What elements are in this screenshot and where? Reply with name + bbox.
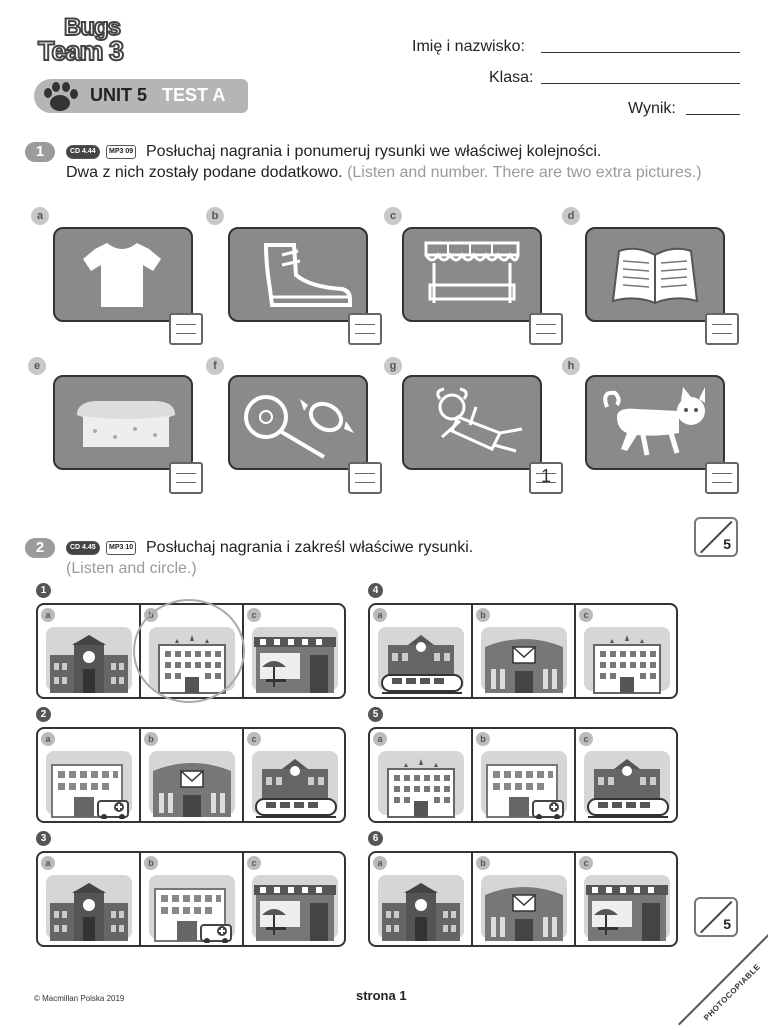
answer-box-a[interactable]	[169, 313, 203, 345]
score-input-line[interactable]	[686, 114, 740, 115]
option-letter: c	[247, 856, 261, 870]
picture-letter-g: g	[384, 357, 402, 375]
unit-label: UNIT 5	[90, 85, 148, 105]
picture-letter-c: c	[384, 207, 402, 225]
name-field	[412, 38, 525, 56]
cafe-icon	[252, 881, 338, 943]
option-letter: c	[579, 732, 593, 746]
exercise1-instruction-2	[66, 163, 736, 183]
mp3-track-badge-2: MP3 10	[106, 541, 136, 555]
option-a[interactable]	[38, 605, 140, 697]
option-b[interactable]	[473, 729, 575, 821]
option-letter: a	[41, 856, 55, 870]
exercise2-instruction: Posłuchaj nagrania i zakreśl właściwe rysunki.	[146, 539, 474, 556]
option-letter: a	[41, 608, 55, 622]
exercise2-item-number: 4	[368, 583, 383, 598]
market-stall-icon	[404, 229, 540, 320]
answer-box-e[interactable]	[169, 462, 203, 494]
answer-box-f[interactable]	[348, 462, 382, 494]
picture-letter-a: a	[31, 207, 49, 225]
exercise2-item-number: 6	[368, 831, 383, 846]
picture-g	[402, 375, 542, 470]
bread-icon	[55, 377, 191, 468]
name-input-line[interactable]	[541, 52, 740, 53]
option-b[interactable]	[473, 605, 575, 697]
picture-f	[228, 375, 368, 470]
page-number: strona 1	[356, 988, 407, 1003]
option-c[interactable]	[244, 729, 346, 821]
option-a[interactable]	[38, 729, 140, 821]
option-letter: c	[247, 732, 261, 746]
exercise2-item-card	[36, 851, 346, 947]
hospital-icon	[149, 881, 235, 943]
picture-b	[228, 227, 368, 322]
option-letter: b	[144, 856, 158, 870]
option-a[interactable]	[370, 605, 472, 697]
logo-line2: Team 3	[38, 36, 124, 66]
score-label: Wynik:	[628, 100, 676, 117]
cat-icon	[587, 377, 723, 468]
answer-box-c[interactable]	[529, 313, 563, 345]
cafe-icon	[252, 633, 338, 695]
shoe-icon	[230, 229, 366, 320]
exercise1-instruction-line1: Posłuchaj nagrania i ponumeruj rysunki we właściwej kolejności.	[146, 143, 602, 160]
photocopiable-label: PHOTOCOPIABLE	[702, 962, 763, 1023]
train-station-icon	[584, 757, 670, 819]
train-station-icon	[378, 633, 464, 695]
picture-letter-h: h	[562, 357, 580, 375]
exercise2-score-value: 5	[723, 916, 731, 932]
book-icon	[587, 229, 723, 320]
class-input-line[interactable]	[541, 83, 740, 84]
exercise2-item-card	[368, 851, 678, 947]
school-icon	[46, 881, 132, 943]
option-c[interactable]	[244, 853, 346, 945]
option-a[interactable]	[370, 729, 472, 821]
option-c[interactable]	[576, 853, 678, 945]
option-a[interactable]	[38, 853, 140, 945]
option-letter: c	[579, 856, 593, 870]
picture-c	[402, 227, 542, 322]
cd-track-badge: CD 4.44	[66, 145, 100, 159]
exercise1-instruction-line2: Dwa z nich zostały podane dodatkowo.	[66, 164, 343, 181]
school-icon	[46, 633, 132, 695]
exercise2-item-card	[368, 603, 678, 699]
hotel-icon	[584, 633, 670, 695]
exercise2-number: 2	[25, 538, 55, 558]
post-office-icon	[481, 633, 567, 695]
exercise2-item-card	[36, 603, 346, 699]
exercise1-number: 1	[25, 142, 55, 162]
answer-value-g: 1	[540, 466, 551, 486]
picture-letter-e: e	[28, 357, 46, 375]
train-station-icon	[252, 757, 338, 819]
option-letter: a	[373, 856, 387, 870]
answer-circle	[133, 599, 245, 703]
t-shirt-icon	[55, 229, 191, 320]
class-label: Klasa:	[489, 69, 534, 86]
option-letter: c	[579, 608, 593, 622]
exercise1-instruction	[146, 142, 736, 162]
hotel-icon	[378, 757, 464, 819]
option-letter: a	[373, 608, 387, 622]
class-field	[489, 69, 533, 87]
cd-track-badge-2: CD 4.45	[66, 541, 100, 555]
picture-a	[53, 227, 193, 322]
exercise1-instruction-en: (Listen and number. There are two extra pictures.)	[347, 164, 702, 181]
exercise2-score-box[interactable]	[694, 897, 738, 937]
answer-box-g[interactable]	[529, 462, 563, 494]
girl-doll-icon	[404, 377, 540, 468]
picture-letter-d: d	[562, 207, 580, 225]
logo-line1: Bugs	[64, 14, 120, 41]
option-letter: b	[476, 608, 490, 622]
hospital-icon	[481, 757, 567, 819]
option-c[interactable]	[244, 605, 346, 697]
exercise2-item-number: 5	[368, 707, 383, 722]
copyright: © Macmillan Polska 2019	[34, 994, 125, 1003]
option-letter: c	[247, 608, 261, 622]
option-c[interactable]	[576, 605, 678, 697]
option-a[interactable]	[370, 853, 472, 945]
picture-h	[585, 375, 725, 470]
picture-d	[585, 227, 725, 322]
name-label: Imię i nazwisko:	[412, 38, 525, 55]
picture-letter-f: f	[206, 357, 224, 375]
school-icon	[378, 881, 464, 943]
option-letter: a	[373, 732, 387, 746]
post-office-icon	[149, 757, 235, 819]
option-b[interactable]	[141, 853, 243, 945]
option-letter: b	[476, 856, 490, 870]
option-c[interactable]	[576, 729, 678, 821]
bugs-team-logo	[36, 14, 156, 70]
option-letter: b	[144, 608, 158, 622]
exercise2-item-card	[36, 727, 346, 823]
score-field	[628, 100, 676, 118]
answer-box-b[interactable]	[348, 313, 382, 345]
answer-box-d[interactable]	[705, 313, 739, 345]
option-b[interactable]	[473, 853, 575, 945]
exercise2-item-number: 3	[36, 831, 51, 846]
option-letter: b	[144, 732, 158, 746]
option-letter: a	[41, 732, 55, 746]
picture-letter-b: b	[206, 207, 224, 225]
test-label: TEST A	[162, 85, 226, 105]
exercise1-score-value: 5	[723, 536, 731, 552]
answer-box-h[interactable]	[705, 462, 739, 494]
option-letter: b	[476, 732, 490, 746]
mp3-track-badge: MP3 09	[106, 145, 136, 159]
cafe-icon	[584, 881, 670, 943]
exercise2-item-number: 1	[36, 583, 51, 598]
post-office-icon	[481, 881, 567, 943]
exercise2-item-number: 2	[36, 707, 51, 722]
hospital-icon	[46, 757, 132, 819]
exercise2-instruction-en: (Listen and circle.)	[66, 560, 197, 577]
exercise2-item-card	[368, 727, 678, 823]
picture-e	[53, 375, 193, 470]
sweets-icon	[230, 377, 366, 468]
unit-badge	[34, 79, 248, 113]
paw-icon	[38, 81, 86, 113]
option-b[interactable]	[141, 729, 243, 821]
